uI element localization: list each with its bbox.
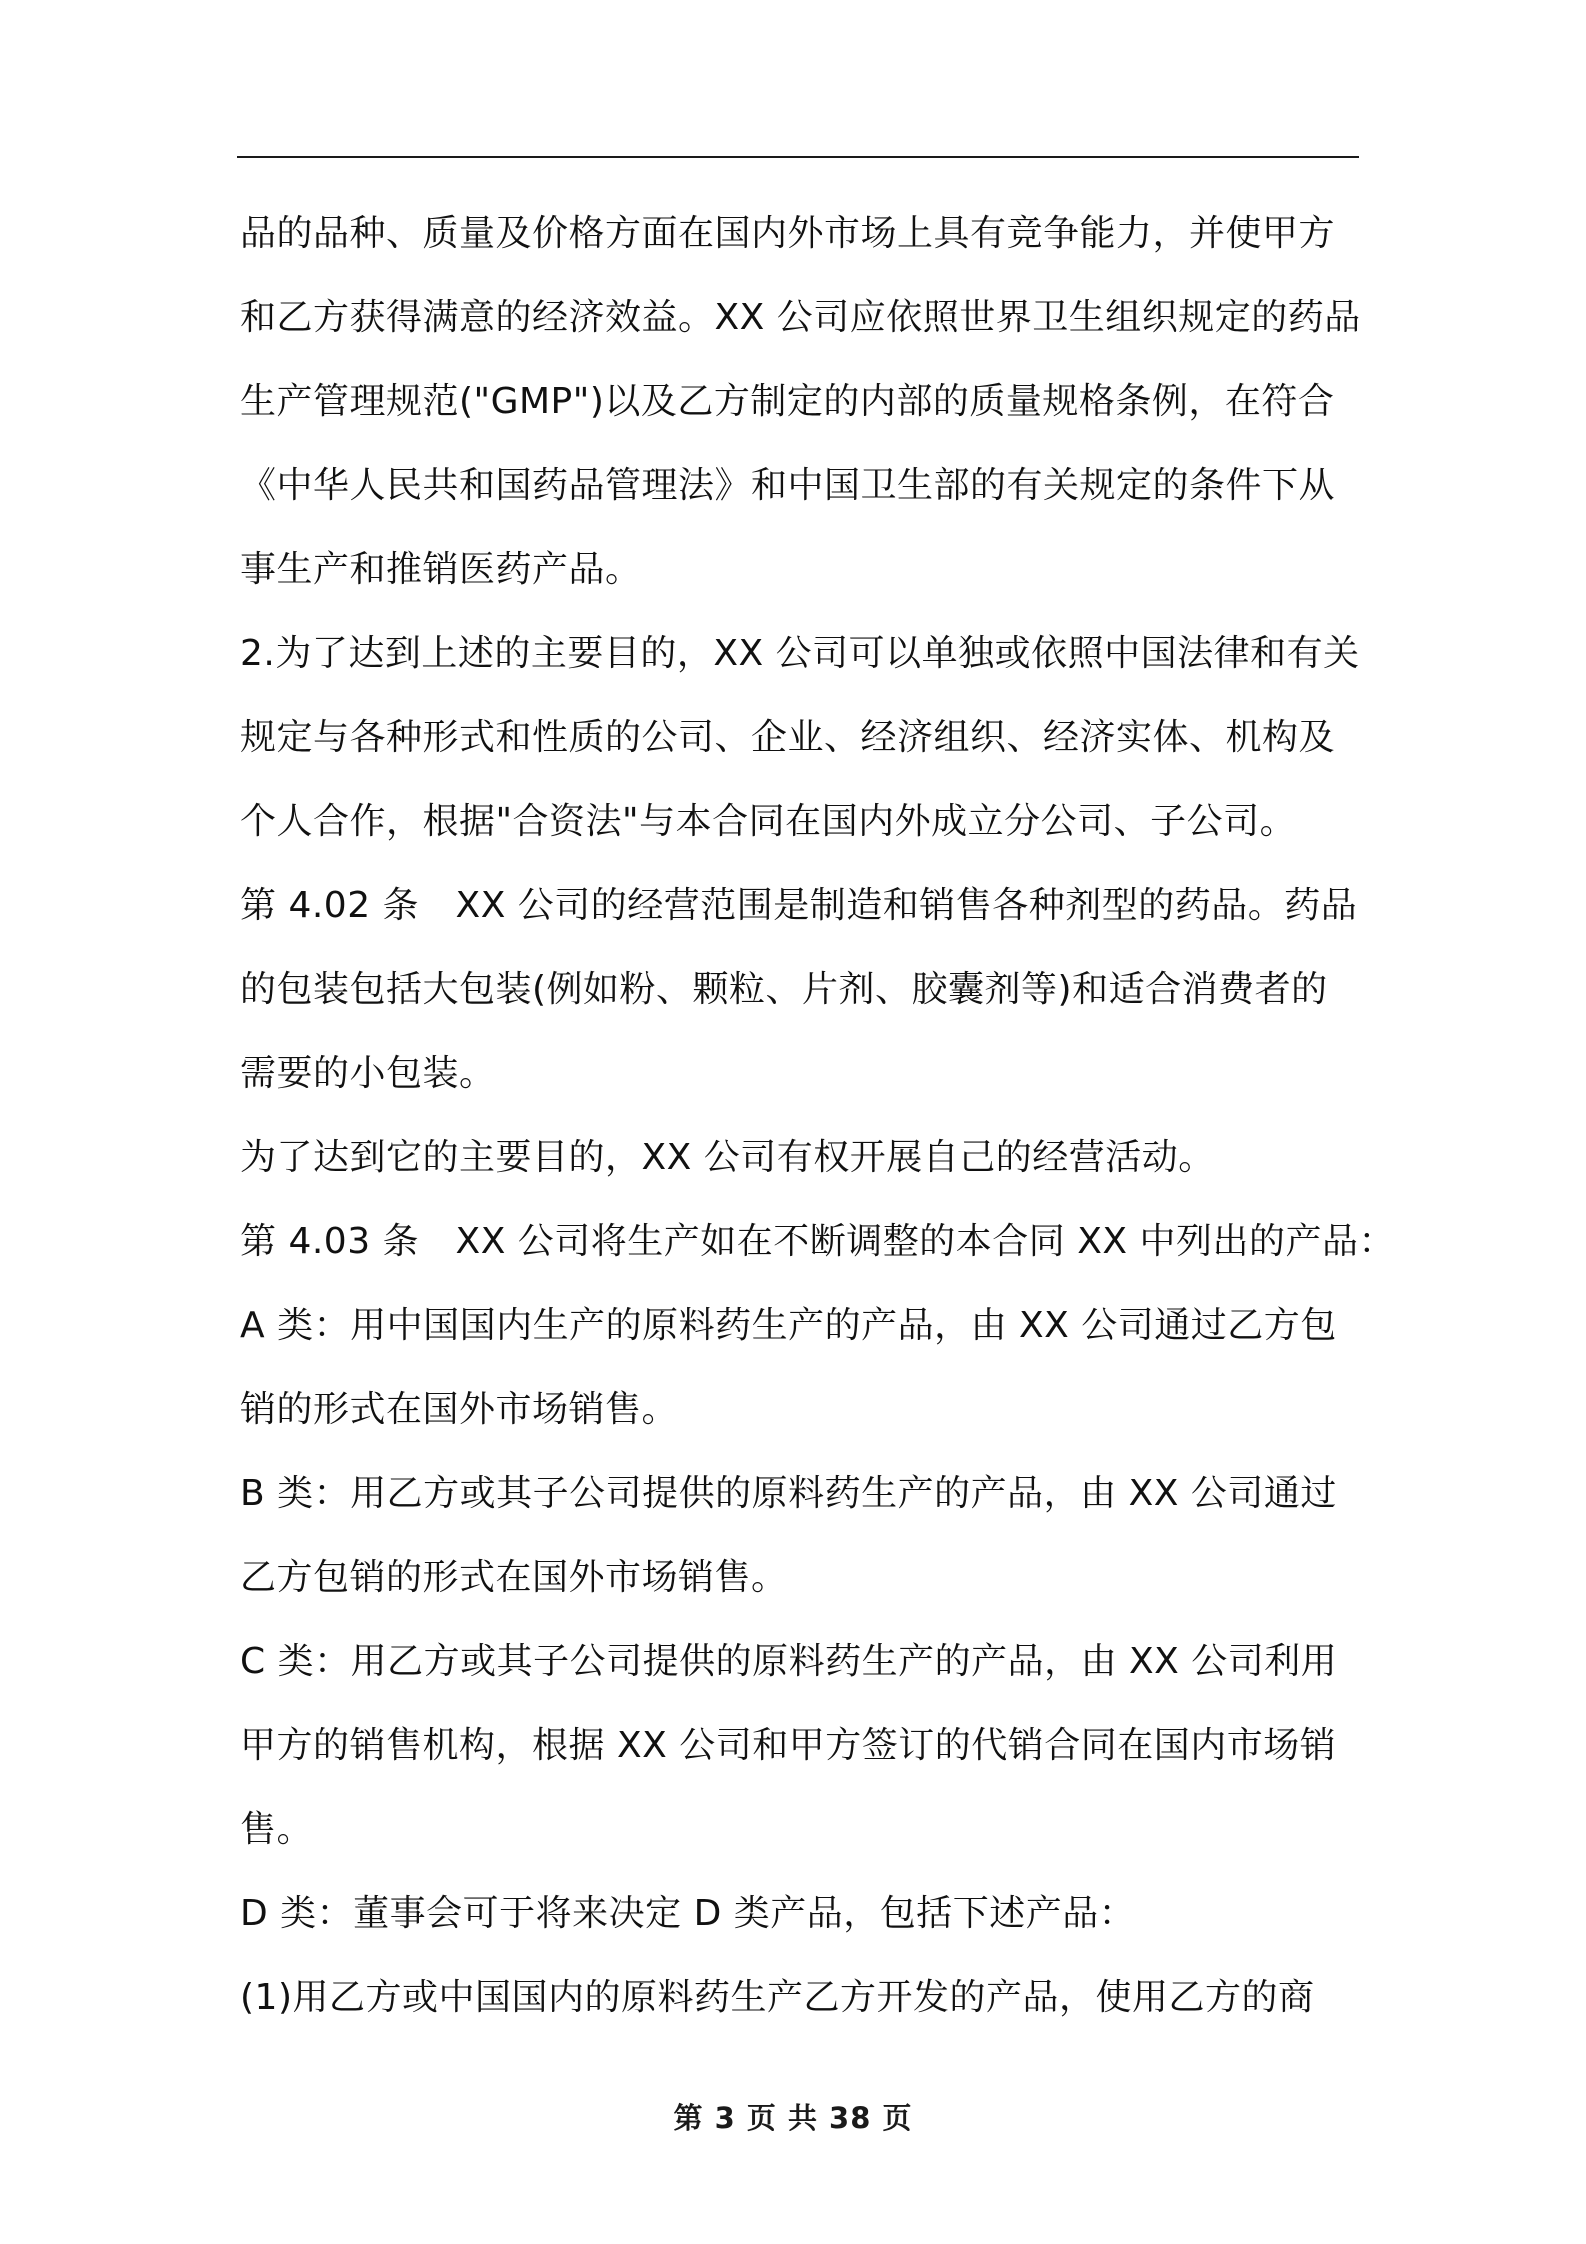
document-body <box>240 192 1396 2040</box>
paragraph-category-c: C 类：用乙方或其子公司提供的原料药生产的产品，由 XX 公司利用甲方的销售机构，根据 XX 公司和甲方签订的代销合同在国内市场销售。 <box>240 1641 1338 1850</box>
paragraph-category-a: A 类：用中国国内生产的原料药生产的产品，由 XX 公司通过乙方包销的形式在国外市场销售。 <box>240 1305 1337 1430</box>
paragraph-article-4-02: 第 4.02 条 XX 公司的经营范围是制造和销售各种剂型的药品。药品的包装包括大包装(例如粉、颗粒、片剂、胶囊剂等)和适合消费者的需要的小包装。 <box>240 885 1358 1094</box>
paragraph-purpose-continued: 品的品种、质量及价格方面在国内外市场上具有竞争能力，并使甲方和乙方获得满意的经济效益。XX 公司应依照世界卫生组织规定的药品生产管理规范("GMP")以及乙方制定的内部的质量规格条例，在符合《中华人民共和国药品管理法》和中国卫生部的有关规定的条件下从事生产和推销医药产品。 <box>240 213 1361 590</box>
paragraph-category-b: B 类：用乙方或其子公司提供的原料药生产的产品，由 XX 公司通过乙方包销的形式在国外市场销售。 <box>240 1473 1337 1598</box>
paragraph-cooperation: 2.为了达到上述的主要目的，XX 公司可以单独或依照中国法律和有关规定与各种形式和性质的公司、企业、经济组织、经济实体、机构及个人合作，根据"合资法"与本合同在国内外成立分公司、子公司。 <box>240 633 1360 842</box>
header-rule <box>237 156 1359 158</box>
page-footer <box>0 2096 1586 2137</box>
paragraph-business-activities: 为了达到它的主要目的，XX 公司有权开展自己的经营活动。 <box>240 1137 1215 1178</box>
paragraph-item-1: (1)用乙方或中国国内的原料药生产乙方开发的产品，使用乙方的商 <box>240 1977 1315 2018</box>
page-number-label: 第 3 页 共 38 页 <box>673 2101 913 2135</box>
paragraph-category-d: D 类：董事会可于将来决定 D 类产品，包括下述产品： <box>240 1893 1136 1934</box>
paragraph-article-4-03: 第 4.03 条 XX 公司将生产如在不断调整的本合同 XX 中列出的产品： <box>240 1221 1396 1262</box>
